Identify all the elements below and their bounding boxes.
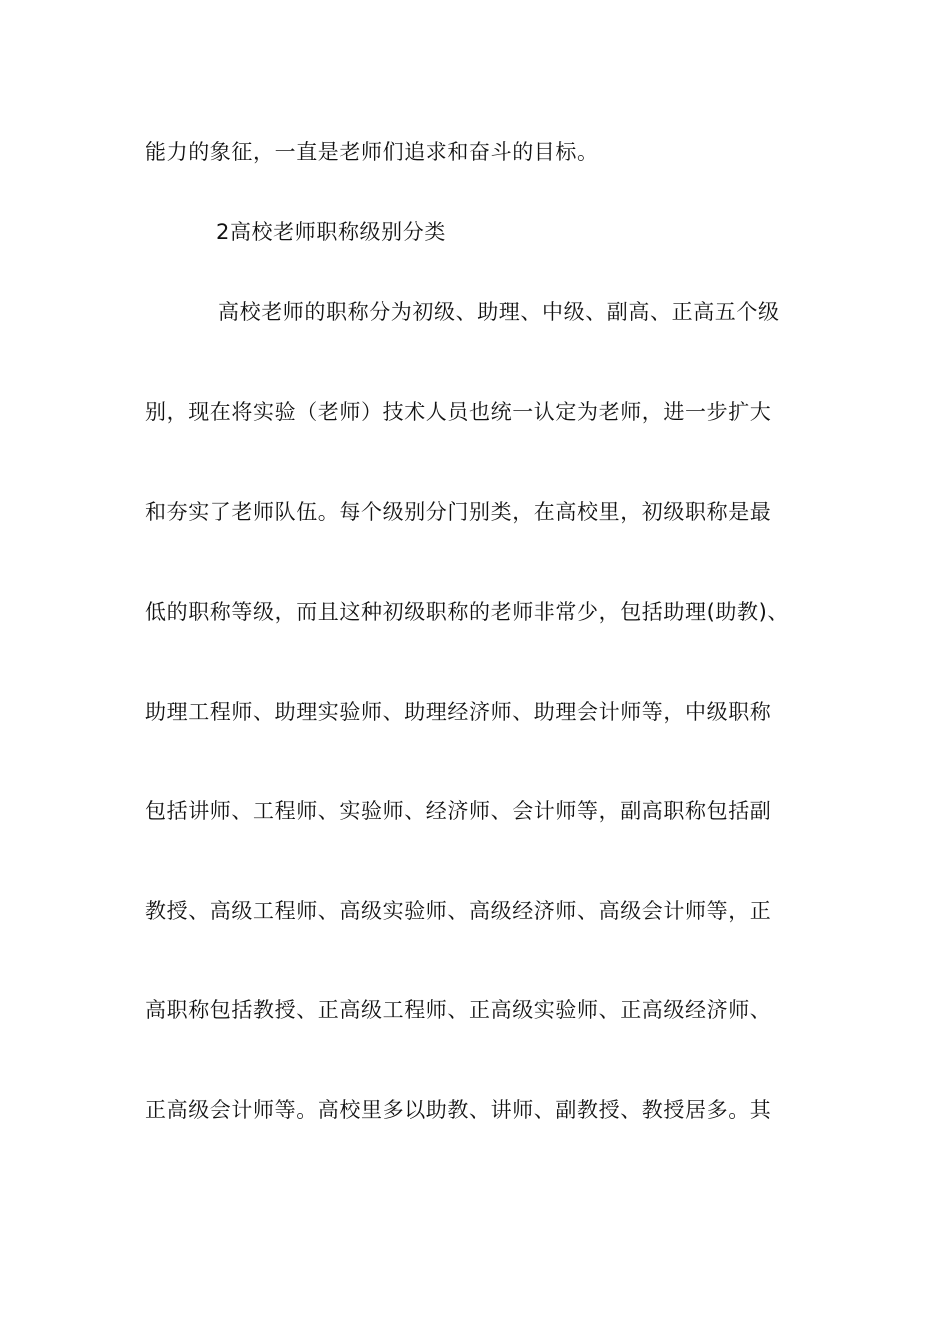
paragraph-line: 别，现在将实验（老师）技术人员也统一认定为老师，进一步扩大 — [145, 400, 772, 424]
paragraph-line: 助理工程师、助理实验师、助理经济师、助理会计师等，中级职称 — [145, 700, 772, 724]
paragraph-line: 和夯实了老师队伍。每个级别分门别类，在高校里，初级职称是最 — [145, 500, 772, 524]
paragraph-line: 高职称包括教授、正高级工程师、正高级实验师、正高级经济师、 — [145, 998, 772, 1022]
intro-line: 能力的象征，一直是老师们追求和奋斗的目标。 — [145, 140, 599, 164]
paragraph-line: 正高级会计师等。高校里多以助教、讲师、副教授、教授居多。其 — [145, 1098, 772, 1122]
paragraph-line: 教授、高级工程师、高级实验师、高级经济师、高级会计师等，正 — [145, 899, 772, 923]
section-heading: 2高校老师职称级别分类 — [216, 220, 446, 244]
paragraph-line: 低的职称等级，而且这种初级职称的老师非常少，包括助理(助教)、 — [145, 600, 789, 624]
paragraph-line: 高校老师的职称分为初级、助理、中级、副高、正高五个级 — [218, 300, 780, 324]
paragraph-line: 包括讲师、工程师、实验师、经济师、会计师等，副高职称包括副 — [145, 799, 772, 823]
